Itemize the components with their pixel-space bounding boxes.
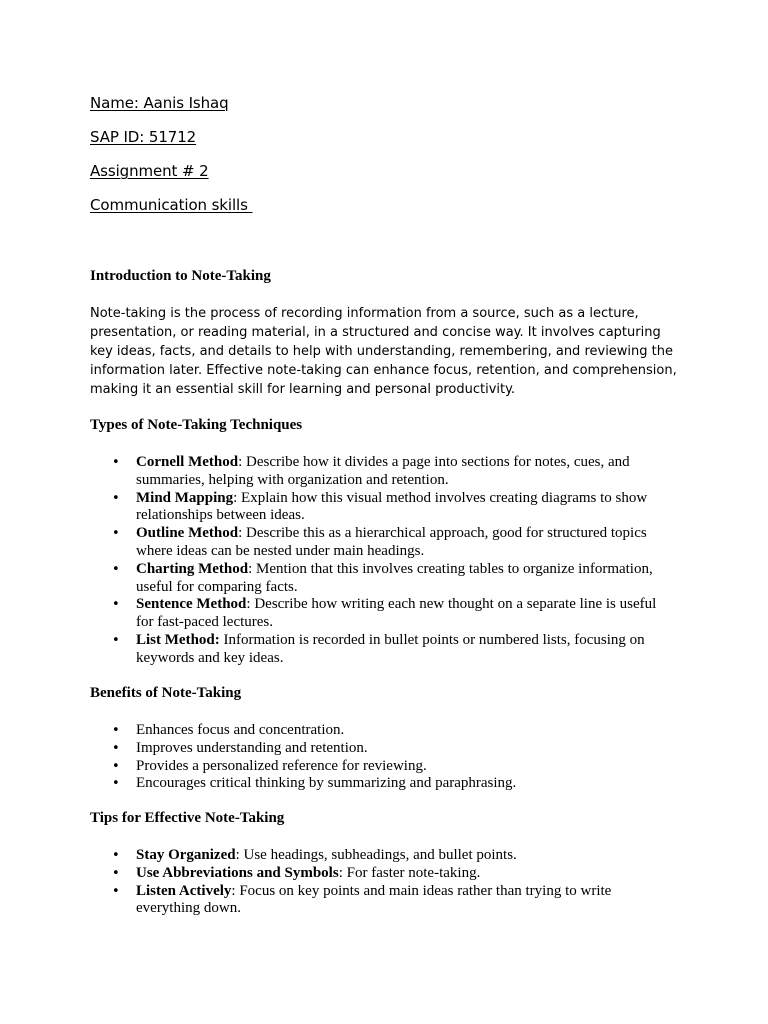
list-item: • Improves understanding and retention.: [90, 740, 670, 758]
benefits-list: [90, 722, 670, 793]
list-item-text: : Describe how writing each new thought on a separate line is useful for fast-paced lectures.: [136, 596, 657, 631]
list-item-text: : Mention that this involves creating tables to organize information, useful for comparing facts.: [136, 560, 653, 595]
list-item-term: Sentence Method: [136, 596, 247, 613]
student-name: Name: Aanis Ishaq: [90, 94, 229, 112]
intro-paragraph: Note-taking is the process of recording information from a source, such as a lecture, presentation, or reading material, in a structured and concise way. It involves capturing key ideas, facts, and details to help with understanding, remembering, and reviewing the information later. Effective note-taking can enhance focus, retention, and comprehension, making it an essential skill for learning and personal productivity.: [90, 306, 677, 397]
list-item-text: : Describe this as a hierarchical approach, good for structured topics where ideas can be nested under main headings.: [136, 525, 647, 559]
list-item: [90, 632, 670, 668]
list-item-text: : Focus on key points and main ideas rather than trying to write everything down.: [136, 882, 612, 917]
intro-heading: Introduction to Note-Taking: [90, 268, 271, 284]
list-item: [90, 454, 670, 490]
types-list: [90, 454, 670, 668]
benefits-heading: Benefits of Note-Taking: [90, 685, 242, 701]
list-item-term: Listen Actively: [136, 882, 232, 899]
assignment-number: Assignment # 2: [90, 162, 209, 180]
list-item-term: Mind Mapping: [136, 489, 234, 506]
list-item: [90, 490, 670, 526]
list-item: [90, 865, 670, 883]
list-item-term: Outline Method: [136, 525, 239, 542]
list-item-term: List Method:: [136, 631, 220, 648]
list-item-text: : Use headings, subheadings, and bullet points.: [235, 847, 517, 863]
list-item-text: : Explain how this visual method involves creating diagrams to show relationships between ideas.: [136, 489, 648, 524]
list-item: [90, 847, 670, 865]
list-item-term: Stay Organized: [136, 847, 236, 863]
course-title: Communication skills: [90, 196, 253, 214]
list-item-text: : For faster note-taking.: [338, 864, 481, 881]
list-item-text: Information is recorded in bullet points or numbered lists, focusing on keywords and key ideas.: [136, 631, 645, 666]
tips-heading: Tips for Effective Note-Taking: [90, 810, 285, 826]
list-item: • Encourages critical thinking by summarizing and paraphrasing.: [90, 775, 670, 793]
sap-id: SAP ID: 51712: [90, 128, 197, 146]
list-item-term: Charting Method: [136, 560, 249, 577]
list-item-term: Cornell Method: [136, 454, 239, 470]
list-item-term: Use Abbreviations and Symbols: [136, 864, 339, 881]
list-item: [90, 883, 670, 919]
list-item: [90, 561, 670, 597]
list-item-text: : Describe how it divides a page into sections for notes, cues, and summaries, helping with organization and retention.: [136, 454, 630, 488]
tips-list: [90, 847, 670, 918]
list-item: [90, 596, 670, 632]
list-item: [90, 525, 670, 561]
types-heading: Types of Note-Taking Techniques: [90, 417, 303, 433]
list-item: • Enhances focus and concentration.: [90, 722, 670, 740]
list-item: • Provides a personalized reference for reviewing.: [90, 758, 670, 776]
